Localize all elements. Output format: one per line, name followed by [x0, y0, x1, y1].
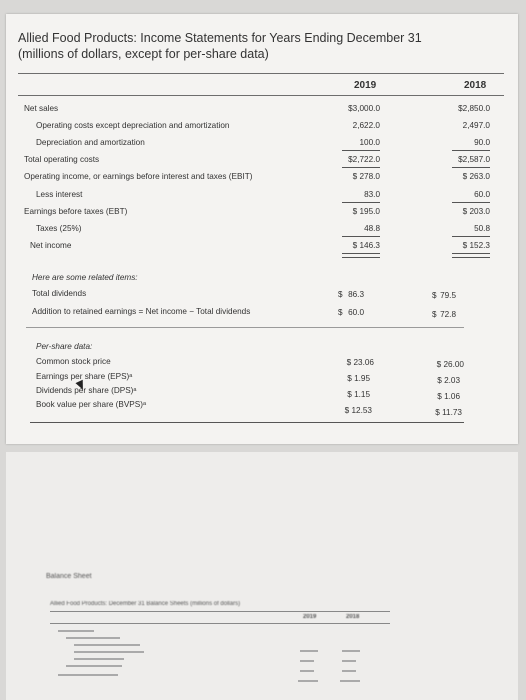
subtotal-rule-2018 — [452, 150, 490, 151]
blurred-value — [342, 650, 360, 652]
value-taxes-2019: 48.8 — [364, 224, 380, 233]
blurred-value — [340, 680, 360, 682]
balance-sheet-rule — [50, 611, 390, 612]
related-items-heading: Here are some related items: — [32, 273, 138, 282]
title-line: Allied Food Products: Income Statements for Years Ending December 31 — [18, 31, 422, 45]
blurred-row — [66, 637, 120, 639]
dollar-sign-retained-2018: $ — [432, 310, 437, 319]
balance-sheet-col-2019: 2019 — [303, 614, 317, 620]
header-bottom-rule — [18, 95, 504, 96]
blurred-row — [74, 651, 144, 653]
row-label-bvps: Book value per share (BVPS)ᵃ — [36, 400, 146, 409]
row-label-dps: Dividends per share (DPS)ᵃ — [36, 386, 137, 395]
row-label-eps: Earnings per share (EPS)ᵃ — [36, 372, 133, 381]
blurred-row — [58, 674, 118, 676]
value-bvps-2019: $ 12.53 — [344, 406, 372, 415]
value-total-dividends-2019: 86.3 — [348, 290, 364, 299]
value-operating-costs-2019: 2,622.0 — [352, 121, 380, 130]
subtotal-rule-2019 — [342, 236, 380, 237]
value-stock-price-2019: $ 23.06 — [346, 358, 374, 367]
row-label-retained-earnings: Addition to retained earnings = Net income − Total dividends — [32, 307, 251, 316]
value-ebt-2019: $ 195.0 — [352, 207, 380, 216]
blurred-value — [298, 680, 318, 682]
dollar-sign-retained-2019: $ — [338, 308, 343, 317]
value-dps-2019: $ 1.15 — [347, 390, 370, 399]
value-ebit-2019: $ 278.0 — [352, 172, 380, 181]
column-header-2018: 2018 — [464, 80, 487, 91]
blurred-row — [74, 644, 140, 646]
row-label-depreciation: Depreciation and amortization — [36, 138, 145, 147]
value-eps-2019: $ 1.95 — [347, 374, 370, 383]
page-title — [18, 30, 422, 62]
bottom-rule — [30, 422, 464, 423]
row-label-net-sales: Net sales — [24, 104, 59, 113]
per-share-heading: Per-share data: — [36, 342, 93, 351]
balance-sheet-caption: Allied Food Products: December 31 Balance Sheets (millions of dollars) — [50, 601, 241, 607]
value-taxes-2018: 50.8 — [474, 224, 490, 233]
row-label-total-operating-costs: Total operating costs — [24, 155, 100, 164]
subtotal-rule-2018 — [452, 202, 490, 203]
value-depreciation-2019: 100.0 — [359, 138, 380, 147]
dollar-sign-dividends-2018: $ — [432, 291, 437, 300]
blurred-value — [300, 660, 314, 662]
blurred-row — [74, 658, 124, 660]
value-bvps-2018: $ 11.73 — [435, 408, 462, 417]
value-operating-costs-2018: 2,497.0 — [462, 121, 490, 130]
value-stock-price-2018: $ 26.00 — [436, 360, 464, 369]
row-label-net-income: Net income — [30, 241, 72, 250]
value-depreciation-2018: 90.0 — [474, 138, 490, 147]
subtotal-rule-2018 — [452, 167, 490, 168]
blurred-value — [342, 670, 356, 672]
balance-sheet-heading: Balance Sheet — [46, 573, 92, 580]
subtotal-rule-2019 — [342, 167, 380, 168]
subtitle-line: (millions of dollars, except for per-share data) — [18, 47, 269, 61]
row-label-operating-costs: Operating costs except depreciation and amortization — [36, 121, 230, 130]
section-rule — [26, 327, 464, 328]
subtotal-rule-2019 — [342, 202, 380, 203]
row-label-total-dividends: Total dividends — [32, 289, 87, 298]
value-net-sales-2019: $3,000.0 — [348, 104, 380, 113]
subtotal-rule-2018 — [452, 236, 490, 237]
value-total-operating-costs-2019: $2,722.0 — [348, 155, 380, 164]
column-header-2019: 2019 — [354, 80, 377, 91]
header-top-rule — [18, 73, 504, 74]
balance-sheet-rule — [50, 623, 390, 624]
blurred-value — [342, 660, 356, 662]
total-double-rule-2019 — [342, 253, 380, 258]
row-label-interest: Less interest — [36, 190, 83, 199]
row-label-stock-price: Common stock price — [36, 357, 111, 366]
value-net-sales-2018: $2,850.0 — [458, 104, 490, 113]
blurred-row — [66, 665, 122, 667]
value-interest-2018: 60.0 — [474, 190, 490, 199]
balance-sheet-col-2018: 2018 — [346, 614, 360, 620]
total-double-rule-2018 — [452, 253, 490, 258]
value-dps-2018: $ 1.06 — [437, 392, 460, 401]
value-retained-earnings-2019: 60.0 — [348, 308, 364, 317]
dollar-sign-dividends-2019: $ — [338, 290, 343, 299]
row-label-taxes: Taxes (25%) — [36, 224, 82, 233]
blurred-row — [58, 630, 94, 632]
value-net-income-2018: $ 152.3 — [462, 241, 490, 250]
row-label-ebt: Earnings before taxes (EBT) — [24, 207, 128, 216]
blurred-value — [300, 670, 314, 672]
value-ebt-2018: $ 203.0 — [462, 207, 490, 216]
subtotal-rule-2019 — [342, 150, 380, 151]
value-ebit-2018: $ 263.0 — [462, 172, 490, 181]
value-retained-earnings-2018: 72.8 — [440, 310, 456, 319]
row-label-ebit: Operating income, or earnings before interest and taxes (EBIT) — [24, 172, 253, 181]
blurred-value — [300, 650, 318, 652]
value-interest-2019: 83.0 — [364, 190, 380, 199]
value-eps-2018: $ 2.03 — [437, 376, 460, 385]
value-total-dividends-2018: 79.5 — [440, 291, 456, 300]
value-net-income-2019: $ 146.3 — [352, 241, 380, 250]
value-total-operating-costs-2018: $2,587.0 — [458, 155, 490, 164]
